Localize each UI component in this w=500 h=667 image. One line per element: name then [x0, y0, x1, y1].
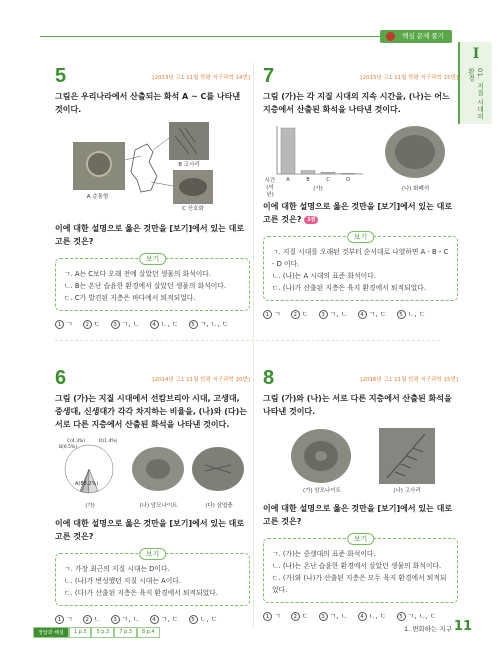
fossil-c-shape [179, 178, 207, 196]
statement: ㄴ. (나)가 번성했던 지질 시대는 A이다. [64, 577, 181, 585]
statement: ㄱ. (가)는 중생대의 표준 화석이다. [272, 550, 376, 558]
fossil-b-photo [169, 122, 209, 160]
ammonite-center [315, 451, 327, 461]
bogi-label: 보기 [139, 253, 167, 265]
answer-choices [55, 614, 250, 624]
statement: ㄱ. 가장 최근의 지질 시대는 D이다. [64, 565, 170, 573]
nummulite-shape [395, 135, 435, 169]
question-number: 5 [55, 65, 67, 87]
badge-icon [386, 32, 395, 41]
bogi-box [55, 550, 250, 606]
choice-1[interactable]: 1 ㄱ [263, 611, 281, 621]
bogi-box [55, 255, 250, 311]
caption-da: (다) 삼엽충 [205, 503, 233, 509]
answer-ref[interactable]: 7 p.3 [114, 627, 137, 638]
pie-label-c: C(4.3%) [67, 439, 86, 444]
question-source: [2016년 고1 11월 학평 지구과학 15번] [360, 377, 458, 383]
choice-1[interactable]: 1 ㄱ [55, 614, 73, 624]
choice-5[interactable]: 5 ㄱ, ㄴ, ㄷ [397, 611, 437, 621]
bar-label-B: B [306, 177, 310, 183]
choice-1[interactable]: 1 ㄱ [263, 309, 281, 319]
question-prompt: 이에 대한 설명으로 옳은 것만을 [보기]에서 있는 대로 고른 것은? 3점 [263, 202, 453, 224]
caption-ga: (가) [313, 186, 323, 192]
statement: ㄷ. (다)가 산출된 지층은 육지 환경에서 퇴적되었다. [64, 589, 218, 597]
caption-ga: (가) 암모나이트 [303, 488, 341, 494]
choice-4[interactable]: 4 ㄴ, ㄷ [358, 611, 387, 621]
caption-c: C 산호화 [182, 206, 204, 212]
statement: ㄴ. (나)는 온난 습윤한 환경에서 살았던 생물의 화석이다. [272, 562, 442, 570]
choice-2[interactable]: 2 ㄷ [83, 319, 101, 329]
bar-C [321, 172, 335, 174]
ammonite-shape [146, 459, 170, 479]
caption-b: B 고사리 [178, 162, 200, 168]
fossil-a-shape [87, 152, 111, 176]
points-tag: 3점 [304, 216, 318, 224]
choice-5[interactable]: 5 ㄴ, ㄷ [397, 309, 426, 319]
choice-3[interactable]: 3 ㄱ, ㄴ [319, 611, 348, 621]
bar-A [281, 128, 295, 174]
statement: ㄴ. (나)는 A 시대의 표준 화석이다. [272, 272, 376, 280]
question-source: [2015년 고1 11월 학평 지구과학 15번] [360, 75, 458, 81]
page-number: 11 [453, 619, 472, 634]
pie-label-b: B(6.5%) [59, 445, 78, 450]
question-stem: 그림은 우리나라에서 산출되는 화석 A ~ C를 나타낸 것이다. [55, 92, 241, 114]
question-stem: 그림 (가)와 (나)는 서로 다른 지층에서 산출된 화석을 나타낸 것이다. [263, 394, 452, 416]
answer-choices [263, 611, 458, 621]
column-divider [253, 62, 254, 627]
answer-choices [55, 319, 250, 329]
answer-ref[interactable]: 1 p.3 [69, 627, 92, 638]
choice-4[interactable]: 4 ㄴ, ㄷ [150, 319, 179, 329]
choice-3[interactable]: 3 ㄱ, ㄴ [111, 319, 140, 329]
question-source: [2014년 고1 11월 학평 지구과학 20번] [152, 377, 250, 383]
choice-3[interactable]: 3 ㄱ, ㄴ [319, 309, 348, 319]
question-7 [263, 66, 458, 319]
bar-label-C: C [326, 177, 330, 183]
bogi-box [263, 233, 458, 301]
answer-key-label: 정답과 해설 [33, 627, 69, 638]
question-number: 8 [263, 367, 275, 389]
caption-na: (나) 고사리 [393, 488, 421, 494]
bar-B [301, 171, 315, 174]
answer-key-strip [33, 627, 160, 638]
bar-D [341, 173, 355, 174]
chapter-number: I [472, 46, 480, 62]
pie-label-d: D(1.4%) [99, 439, 118, 444]
answer-ref[interactable]: 8 p.4 [137, 627, 160, 638]
bogi-label: 보기 [347, 533, 375, 545]
choice-4[interactable]: 4 ㄱ, ㄷ [150, 614, 179, 624]
question-stem: 그림 (가)는 각 지질 시대의 지속 시간을, (나)는 어느 지층에서 산출된 화석을 나타낸 것이다. [263, 92, 450, 114]
caption-a: A 층통형 [86, 194, 109, 200]
chapter-tab [458, 42, 492, 124]
choice-1[interactable]: 1 ㄱ [55, 319, 73, 329]
caption-na: (나) 암모나이트 [139, 503, 178, 509]
choice-4[interactable]: 4 ㄱ, ㄷ [358, 309, 387, 319]
caption-na: (나) 화폐석 [401, 186, 430, 192]
choice-2[interactable]: 2 ㄷ [291, 611, 309, 621]
caption-ga: (가) [85, 503, 95, 509]
row-divider [55, 340, 440, 341]
bar-label-A: A [286, 177, 290, 183]
statement: ㄷ. (가)와 (나)가 산출된 지층은 모두 육지 환경에서 퇴적되었다. [272, 574, 447, 594]
question-stem: 그림 (가)는 지질 시대에서 선캄브리아 시대, 고생대, 중생대, 신생대가 각각 차지하는 비율을, (나)와 (다)는 서로 다른 지층에서 산출된 화석을 나타낸 것이다. [55, 394, 247, 429]
question-source: [2013년 고1 11월 학평 지구과학 14번] [152, 75, 250, 81]
bar-label-D: D [346, 177, 350, 183]
statement: ㄷ. C가 발견된 지층은 바다에서 퇴적되었다. [64, 294, 196, 302]
korea-map [131, 144, 157, 192]
section-badge: 핵심 문제 풀기 [380, 30, 452, 43]
bogi-label: 보기 [347, 231, 375, 243]
answer-choices [263, 309, 458, 319]
question-prompt: 이에 대한 설명으로 옳은 것만을 [보기]에서 있는 대로 고른 것은? [55, 519, 245, 541]
choice-2[interactable]: 2 ㄷ [291, 309, 309, 319]
bogi-box [263, 535, 458, 603]
question-6 [55, 368, 250, 624]
bogi-label: 보기 [139, 548, 167, 560]
y-axis-label: 시간(억 년) [264, 178, 276, 198]
answer-ref[interactable]: 5 p.3 [91, 627, 114, 638]
era-proportion-figure [55, 435, 250, 501]
leader-b [153, 138, 169, 150]
leader-c [151, 182, 173, 186]
question-8 [263, 368, 458, 621]
question-prompt: 이에 대한 설명으로 옳은 것만을 [보기]에서 있는 대로 고른 것은? [263, 504, 453, 526]
statement: ㄱ. 지질 시대를 오래된 것부터 순서대로 나열하면 A - B - C - D 이다. [272, 248, 449, 268]
question-number: 6 [55, 367, 67, 389]
chapter-title: 01. 지질 시대의 환경 [467, 68, 484, 120]
fossil-pair-figure [263, 424, 458, 486]
question-number: 7 [263, 65, 275, 87]
chapter-footer-title: 1. 변화하는 지구 [403, 625, 452, 633]
choice-3[interactable]: 3 ㄱ, ㄴ [111, 614, 140, 624]
choice-5[interactable]: 5 ㄱ, ㄴ, ㄷ [189, 319, 229, 329]
statement: ㄴ. B는 온난 습윤한 환경에서 살았던 생물의 화석이다. [64, 282, 226, 290]
statement: ㄱ. A는 C보다 오래 전에 살았던 생물의 화석이다. [64, 270, 212, 278]
question-5 [55, 66, 250, 329]
choice-5[interactable]: 5 ㄴ, ㄷ [189, 614, 218, 624]
pie-label-a: A(88.2%) [75, 481, 99, 487]
era-duration-chart [263, 122, 458, 184]
choice-2[interactable]: 2 ㄴ [83, 614, 101, 624]
statement: ㄷ. (나)가 산출된 지층은 육지 환경에서 퇴적되었다. [272, 284, 426, 292]
question-prompt: 이에 대한 설명으로 옳은 것만을 [보기]에서 있는 대로 고른 것은? [55, 224, 245, 246]
